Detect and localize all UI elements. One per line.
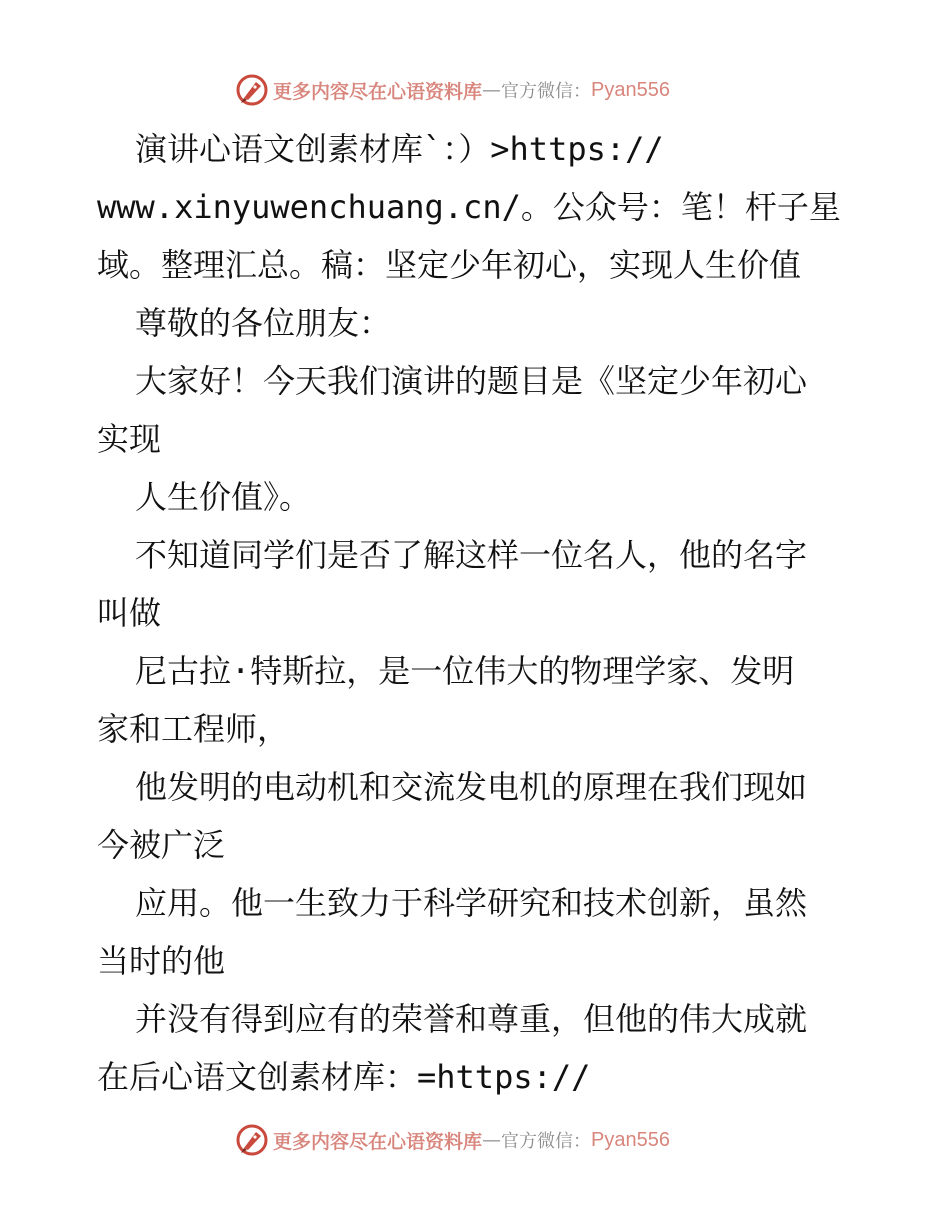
wechat-label: 官方微信： xyxy=(501,1131,592,1152)
text-line: 人生价值》。 xyxy=(135,478,312,516)
wechat-handle: Pyan556 xyxy=(591,1128,670,1151)
text-line: 域。整理汇总。稿：坚定少年初心，实现人生价值 xyxy=(97,246,802,284)
text-line: 家和工程师， xyxy=(97,710,290,748)
text-line: 演讲心语文创素材库`：）>https:// xyxy=(135,130,664,168)
text-line: 今被广泛 xyxy=(97,826,226,864)
promo-text: 更多内容尽在心语资料库 xyxy=(273,80,483,103)
promo-text: 更多内容尽在心语资料库 xyxy=(273,1130,483,1153)
header-banner xyxy=(235,72,715,108)
text-line: www.xinyuwenchuang.cn/。公众号：笔！杆子星 xyxy=(97,188,841,226)
text-line: 尊敬的各位朋友： xyxy=(135,304,392,342)
footer-banner xyxy=(235,1122,715,1158)
text-line: 尼古拉·特斯拉，是一位伟大的物理学家、发明 xyxy=(135,652,795,690)
banner-dash: — xyxy=(482,1129,502,1151)
text-line: 不知道同学们是否了解这样一位名人，他的名字 xyxy=(135,536,808,574)
text-line: 大家好！今天我们演讲的题目是《坚定少年初心 xyxy=(135,362,808,400)
text-line: 叫做 xyxy=(97,594,162,632)
banner-dash: — xyxy=(482,79,502,101)
document-body xyxy=(97,120,857,1106)
text-line: 实现 xyxy=(97,420,162,458)
wechat-handle: Pyan556 xyxy=(591,78,670,101)
wechat-label: 官方微信： xyxy=(501,81,592,102)
text-line: 应用。他一生致力于科学研究和技术创新，虽然 xyxy=(135,884,808,922)
pen-nib-circle-icon xyxy=(235,73,269,107)
text-line: 并没有得到应有的荣誉和尊重，但他的伟大成就 xyxy=(135,1000,808,1038)
text-line: 在后心语文创素材库：=https:// xyxy=(97,1058,591,1096)
text-line: 他发明的电动机和交流发电机的原理在我们现如 xyxy=(135,768,808,806)
text-line: 当时的他 xyxy=(97,942,226,980)
pen-nib-circle-icon xyxy=(235,1123,269,1157)
